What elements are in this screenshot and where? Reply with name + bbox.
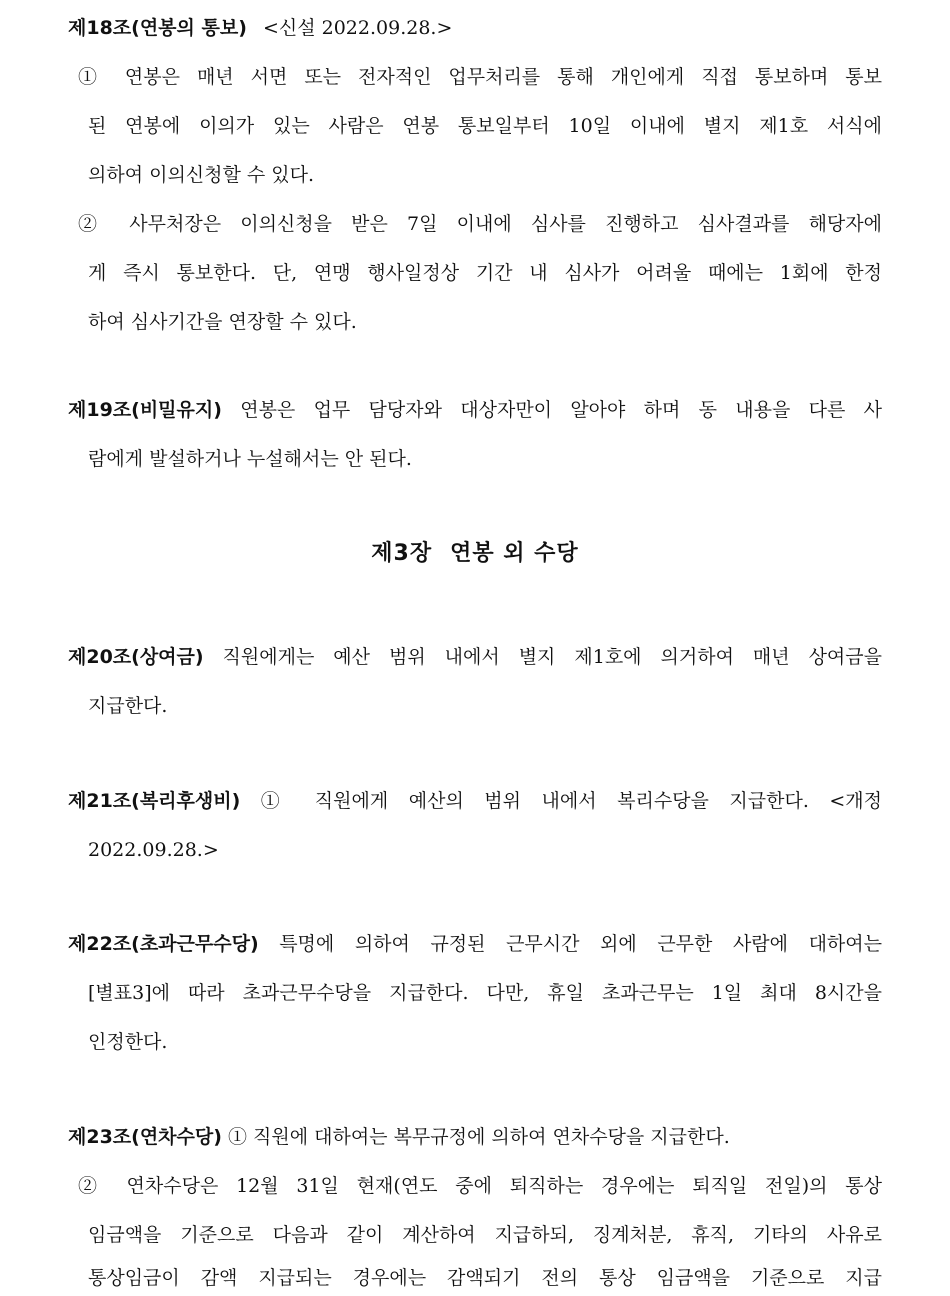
paragraph-line: 통상임금이 감액 지급되는 경우에는 감액되기 전의 통상 임금액을 기준으로 지급	[88, 1267, 882, 1289]
article-23-line	[0, 1121, 882, 1153]
article-18-heading-line	[0, 12, 882, 44]
paragraph-line: 인정한다.	[88, 1031, 168, 1053]
article-heading: 제18조(연봉의 통보)	[68, 17, 247, 39]
article-text: ① 직원에게 예산의 범위 내에서 복리수당을 지급한다. <개정	[240, 790, 882, 812]
article-text: 직원에게는 예산 범위 내에서 별지 제1호에 의거하여 매년 상여금을	[203, 646, 882, 668]
paragraph-line: 임금액을 기준으로 다음과 같이 계산하여 지급하되, 징계처분, 휴직, 기타의 사유로	[88, 1224, 882, 1246]
paragraph-line: 된 연봉에 이의가 있는 사람은 연봉 통보일부터 10일 이내에 별지 제1호 서식에	[88, 115, 882, 137]
chapter-title	[0, 538, 950, 570]
article-21-line	[0, 785, 882, 817]
paragraph-line: 의하여 이의신청할 수 있다.	[88, 164, 315, 186]
article-heading: 제23조(연차수당)	[68, 1126, 222, 1148]
article-heading: 제21조(복리후생비)	[68, 790, 241, 812]
article-19-line	[0, 394, 882, 426]
paragraph-line: ① 연봉은 매년 서면 또는 전자적인 업무처리를 통해 개인에게 직접 통보하며 통보	[78, 66, 882, 88]
article-text: ① 직원에 대하여는 복무규정에 의하여 연차수당을 지급한다.	[221, 1126, 730, 1148]
article-heading: 제20조(상여금)	[68, 646, 204, 668]
paragraph-line: 게 즉시 통보한다. 단, 연맹 행사일정상 기간 내 심사가 어려울 때에는 1회에 한정	[88, 262, 882, 284]
article-heading: 제22조(초과근무수당)	[68, 933, 259, 955]
chapter-number: 제3장	[371, 541, 433, 566]
article-heading: 제19조(비밀유지)	[68, 399, 222, 421]
article-text: 연봉은 업무 담당자와 대상자만이 알아야 하며 동 내용을 다른 사	[221, 399, 882, 421]
article-22-line	[0, 928, 882, 960]
paragraph-line: [별표3]에 따라 초과근무수당을 지급한다. 다만, 휴일 초과근무는 1일 최대 8시간을	[88, 982, 882, 1004]
paragraph-line: 지급한다.	[88, 695, 168, 717]
paragraph-line: 하여 심사기간을 연장할 수 있다.	[88, 311, 357, 333]
paragraph-line: ② 사무처장은 이의신청을 받은 7일 이내에 심사를 진행하고 심사결과를 해당자에	[78, 213, 882, 235]
article-20-line	[0, 641, 882, 673]
chapter-name: 연봉 외 수당	[450, 541, 579, 566]
paragraph-line: 2022.09.28.>	[88, 839, 219, 861]
paragraph-line: 람에게 발설하거나 누설해서는 안 된다.	[88, 448, 412, 470]
paragraph-line: ② 연차수당은 12월 31일 현재(연도 중에 퇴직하는 경우에는 퇴직일 전일)의 통상	[78, 1175, 882, 1197]
article-note: <신설 2022.09.28.>	[262, 17, 453, 39]
article-text: 특명에 의하여 규정된 근무시간 외에 근무한 사람에 대하여는	[258, 933, 882, 955]
